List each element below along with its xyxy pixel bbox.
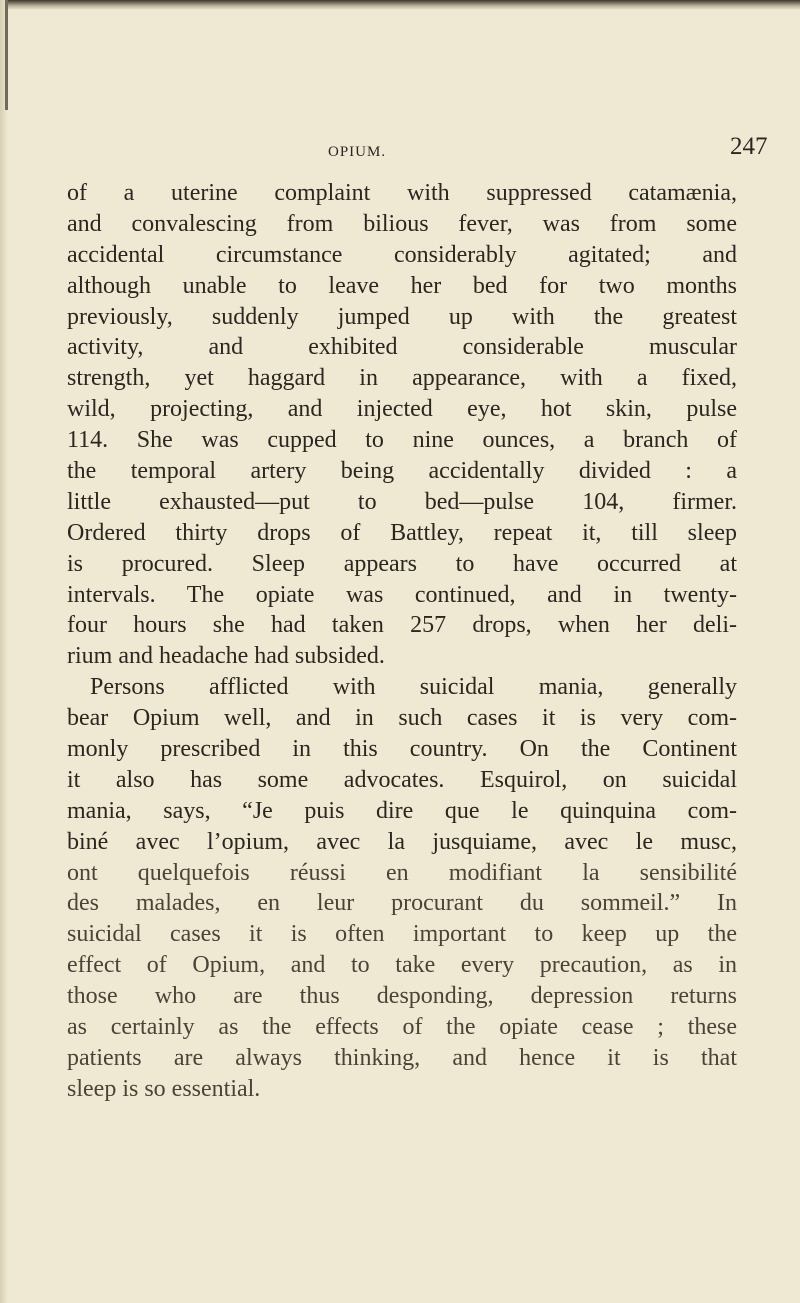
- text-line: intervals. The opiate was continued, and in twenty-: [67, 581, 737, 608]
- paragraph-end-line: sleep is so essential.: [67, 1075, 261, 1102]
- text-line: previously, suddenly jumped up with the greatest: [67, 303, 737, 330]
- text-line: wild, projecting, and injected eye, hot skin, pulse: [67, 396, 737, 423]
- text-line: as certainly as the effects of the opiate cease ; these: [67, 1014, 737, 1041]
- text-line: although unable to leave her bed for two months: [67, 272, 737, 299]
- running-title: OPIUM.: [328, 144, 387, 160]
- body-text: [67, 178, 737, 1105]
- text-line: suicidal cases it is often important to keep up the: [67, 921, 737, 948]
- paragraph-first-line: Persons afflicted with suicidal mania, generally: [90, 674, 737, 701]
- text-line: is procured. Sleep appears to have occurred at: [67, 550, 737, 577]
- text-line: patients are always thinking, and hence it is that: [67, 1044, 737, 1071]
- text-line: monly prescribed in this country. On the Continent: [67, 736, 737, 763]
- paragraph-end-line: rium and headache had subsided.: [67, 643, 385, 670]
- page-top-shadow: [0, 0, 800, 10]
- text-line: mania, says, “Je puis dire que le quinquina com-: [67, 797, 737, 824]
- text-line: the temporal artery being accidentally divided : a: [67, 458, 737, 485]
- text-line: strength, yet haggard in appearance, with a fixed,: [67, 365, 737, 392]
- text-line: des malades, en leur procurant du sommeil.” In: [67, 890, 737, 917]
- text-line: Ordered thirty drops of Battley, repeat it, till sleep: [67, 519, 737, 546]
- text-line: bear Opium well, and in such cases it is very com-: [67, 705, 737, 732]
- text-line: four hours she had taken 257 drops, when her deli-: [67, 612, 737, 639]
- text-line: activity, and exhibited considerable muscular: [67, 334, 737, 361]
- text-line: little exhausted—put to bed—pulse 104, firmer.: [67, 488, 737, 515]
- running-head: [0, 133, 800, 163]
- text-line: those who are thus desponding, depression returns: [67, 983, 737, 1010]
- text-line: of a uterine complaint with suppressed catamænia,: [67, 180, 737, 206]
- text-line: ont quelquefois réussi en modifiant la sensibilité: [67, 859, 737, 886]
- text-line: it also has some advocates. Esquirol, on suicidal: [67, 766, 737, 793]
- text-line: accidental circumstance considerably agitated; and: [67, 241, 737, 268]
- page-left-edge: [0, 0, 8, 1303]
- text-line: effect of Opium, and to take every precaution, as in: [67, 952, 737, 979]
- page-number: 247: [730, 133, 768, 160]
- text-line: and convalescing from bilious fever, was from some: [67, 210, 737, 237]
- text-line: 114. She was cupped to nine ounces, a branch of: [67, 427, 737, 454]
- gutter-line: [5, 0, 8, 110]
- text-line: biné avec l’opium, avec la jusquiame, avec le musc,: [67, 828, 737, 855]
